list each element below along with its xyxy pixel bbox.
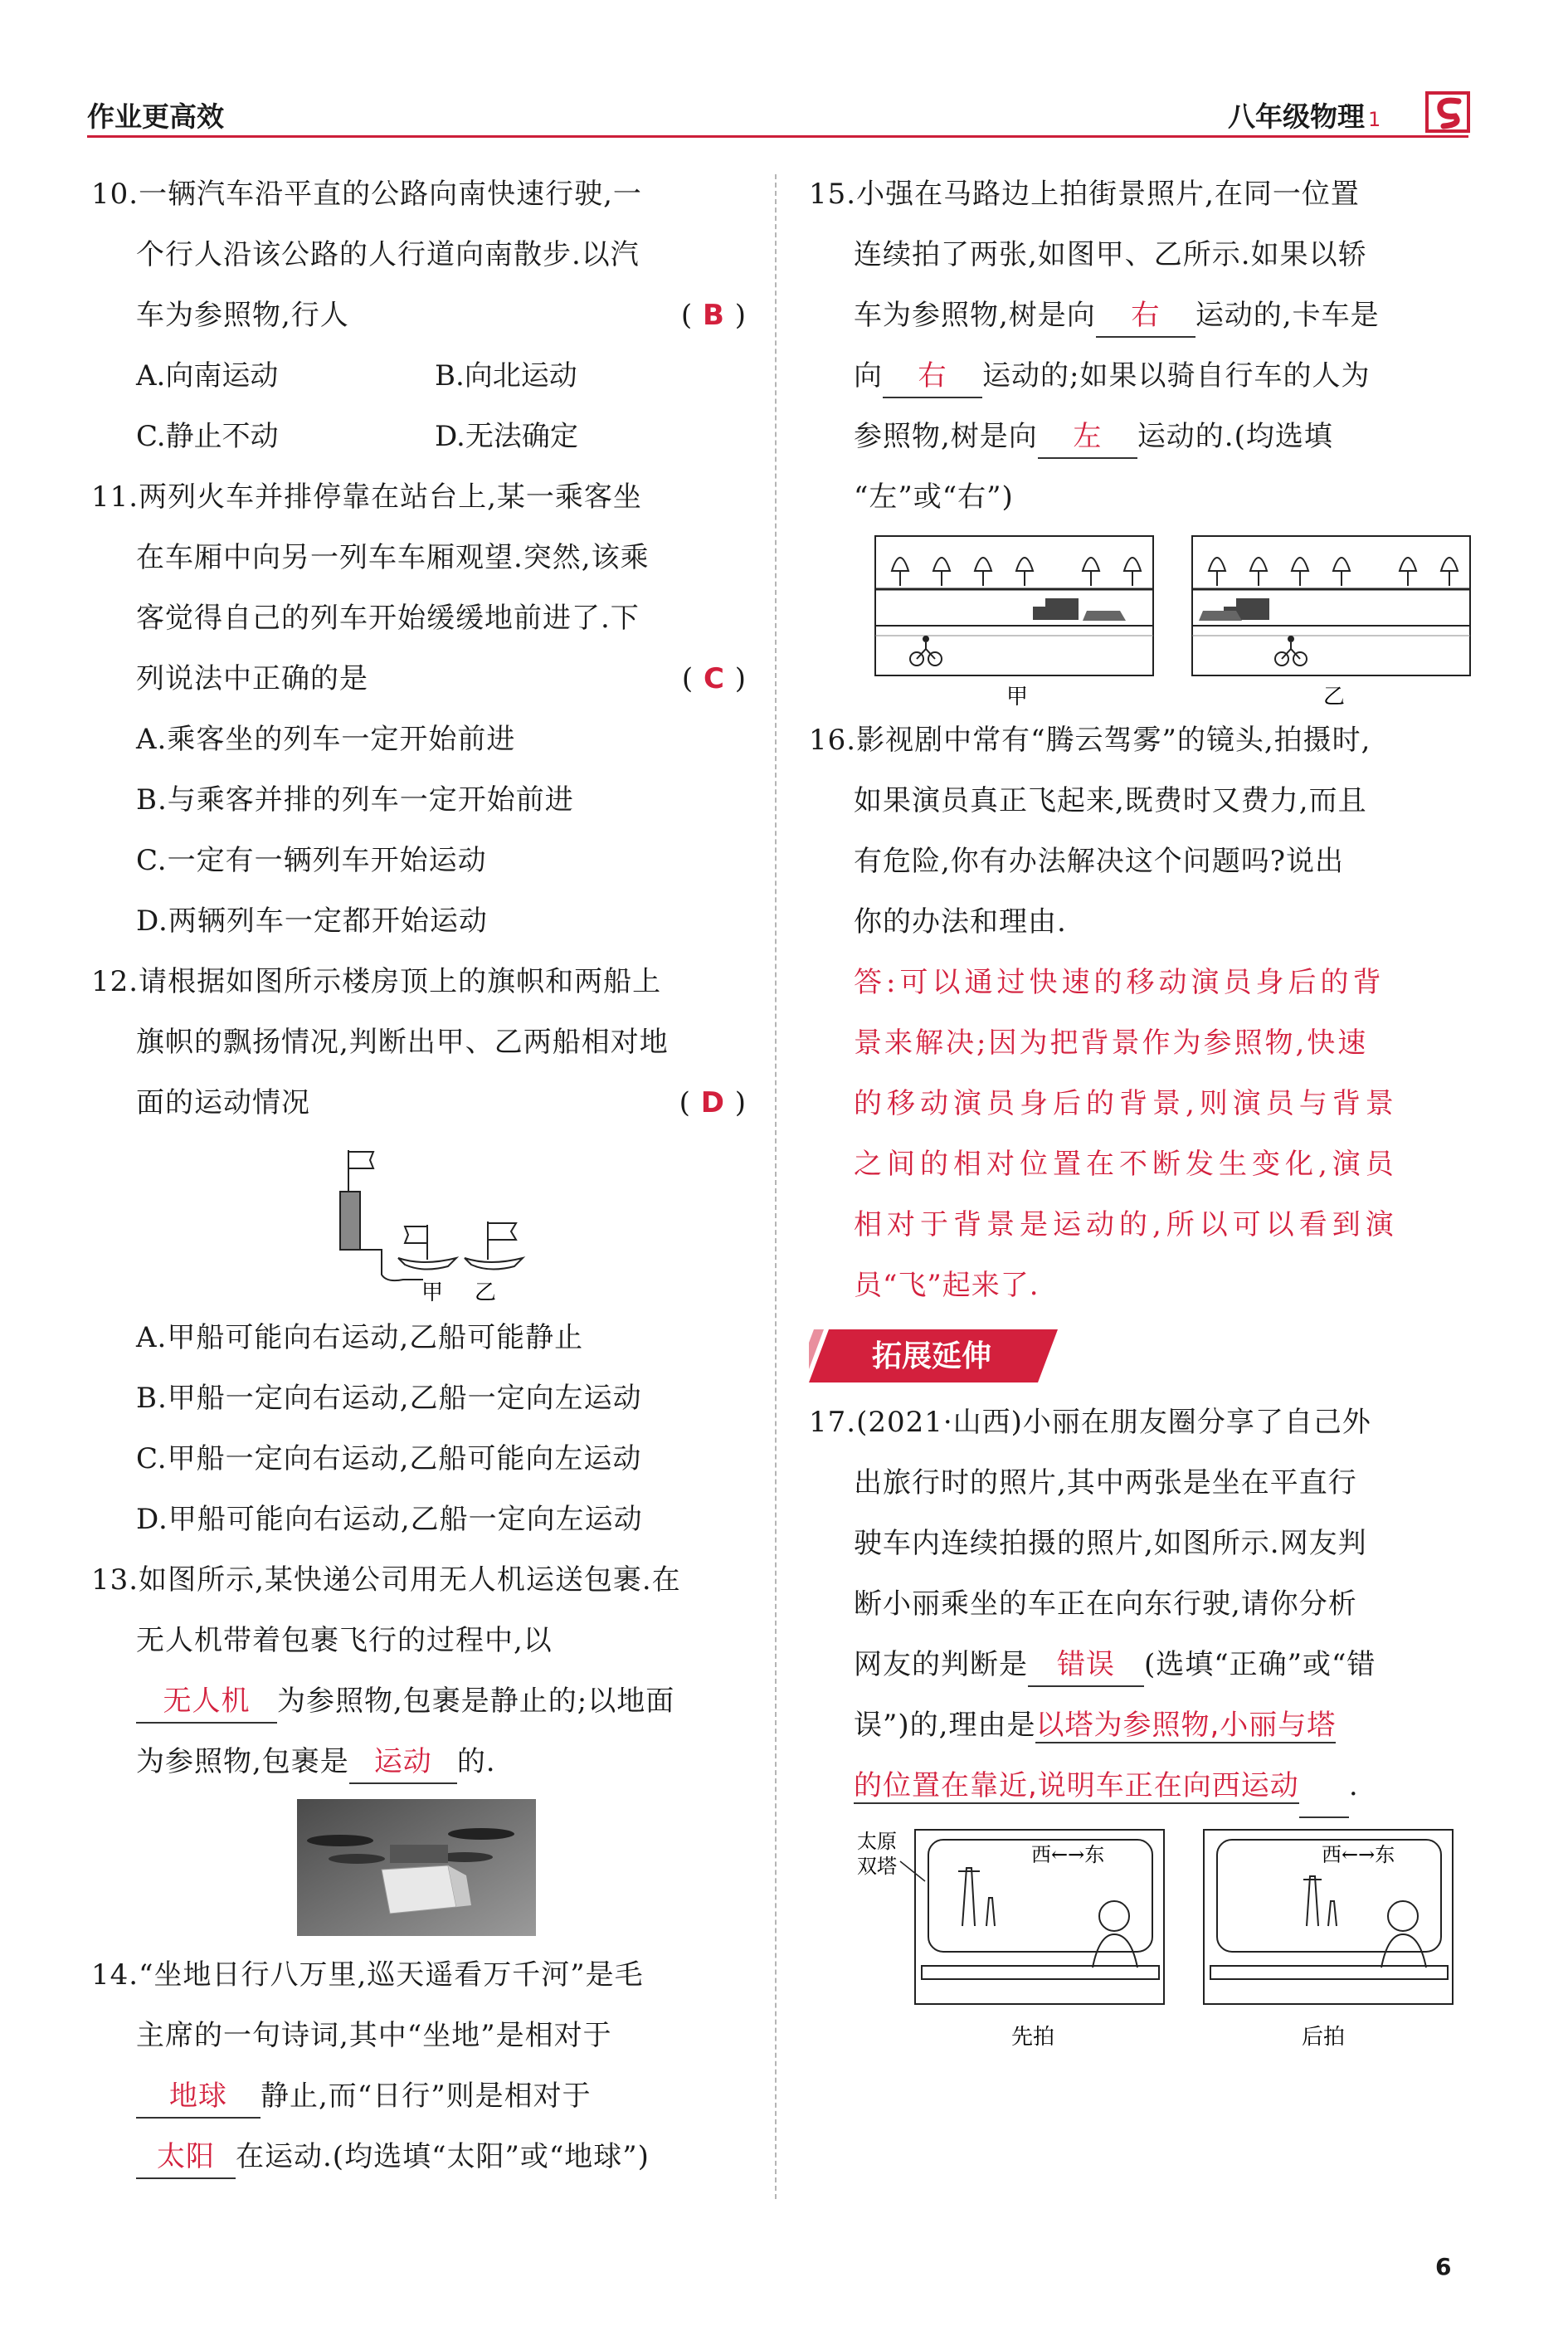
q16-line: 有危险,你有办法解决这个问题吗?说出: [854, 845, 1345, 878]
train-window-figure: [809, 1818, 1473, 2059]
q16-line: 16.影视剧中常有“腾云驾雾”的镜头,拍摄时,: [809, 724, 1371, 757]
q10-option-a: A.向南运动: [136, 359, 279, 393]
q15-line: “左”或“右”): [854, 480, 1014, 514]
tower-label-line1: 太原: [857, 1830, 897, 1853]
q11-option-b: B.与乘客并排的列车一定开始前进: [136, 783, 574, 817]
q16-answer-line: 员“飞”起来了.: [854, 1269, 1040, 1302]
section-banner-text: 拓展延伸: [871, 1339, 992, 1373]
q10-answer: ( B ): [680, 299, 747, 332]
street-photo-yi: [1192, 536, 1470, 675]
question-10: [91, 164, 747, 467]
q17-line: 驶车内连续拍摄的照片,如图所示.网友判: [854, 1527, 1367, 1560]
question-13: [91, 1550, 747, 1940]
q12-line: 面的运动情况 ( D ): [91, 1073, 747, 1134]
q11-line: 列说法中正确的是 ( C ): [91, 649, 747, 710]
question-11: [91, 467, 747, 952]
street-photos-figure: [809, 528, 1473, 710]
q10-option-b: B.向北运动: [435, 359, 577, 393]
q10-line: 车为参照物,行人 ( B ): [91, 285, 747, 346]
q10-options-row: [91, 346, 747, 407]
q15-line: 连续拍了两张,如图甲、乙所示.如果以轿: [854, 238, 1367, 271]
q10-options-row: [91, 407, 747, 467]
q11-line: 客觉得自己的列车开始缓缓地前进了.下: [136, 602, 640, 635]
direction-label-after: 西←→东: [1322, 1843, 1395, 1866]
question-14: [91, 1945, 747, 2187]
q15-line: 15.小强在马路边上拍街景照片,在同一位置: [809, 178, 1360, 211]
q16-answer-line: 之间的相对位置在不断发生变化,演员: [854, 1148, 1399, 1181]
q17-reason-b: 的位置在靠近,说明车正在向西运动: [854, 1769, 1299, 1802]
q11-option-c: C.一定有一辆列车开始运动: [136, 844, 487, 877]
q13-line: 为参照物,包裹是 运动 的.: [91, 1732, 747, 1792]
q16-line: 你的办法和理由.: [854, 905, 1067, 939]
q14-line: 地球 静止,而“日行”则是相对于: [91, 2066, 747, 2127]
q17-blank-1: 错误: [1028, 1644, 1144, 1687]
left-column: [91, 164, 747, 2187]
q12-option-d: D.甲船可能向右运动,乙船一定向左运动: [136, 1503, 643, 1536]
q17-line: 出旅行时的照片,其中两张是坐在平直行: [854, 1466, 1357, 1499]
q16-answer-line: 景来解决;因为把背景作为参照物,快速: [854, 1026, 1369, 1060]
q15-line: 车为参照物,树是向 右 运动的,卡车是: [809, 285, 1473, 346]
question-12: [91, 952, 747, 1550]
q17-line: 的位置在靠近,说明车正在向西运动 .: [809, 1756, 1473, 1818]
header-left-title: 作业更高效: [87, 100, 224, 133]
question-17: [809, 1392, 1473, 2059]
q10-option-d: D.无法确定: [435, 420, 578, 453]
q13-line: 无人机带着包裹飞行的过程中,以: [136, 1624, 553, 1657]
column-divider: [775, 174, 777, 2199]
photo-before: [915, 1830, 1164, 2004]
q12-option-a: A.甲船可能向右运动,乙船可能静止: [136, 1321, 584, 1354]
q16-answer-line: 相对于背景是运动的,所以可以看到演: [854, 1208, 1399, 1241]
header-volume: 1: [1368, 108, 1381, 131]
q11-option-d: D.两辆列车一定都开始运动: [136, 905, 488, 938]
street-caption-jia: 甲: [1006, 685, 1029, 710]
caption-after: 后拍: [1302, 2025, 1346, 2050]
question-16: [809, 710, 1473, 1316]
q14-line: 太阳 在运动.(均选填“太阳”或“地球”): [91, 2127, 747, 2187]
q15-blank-1: 右: [1096, 295, 1195, 338]
street-photo-jia: [875, 536, 1153, 675]
q16-answer-line: 答:可以通过快速的移动演员身后的背: [854, 966, 1385, 999]
fig-label-yi: 乙: [475, 1280, 497, 1305]
q12-answer: ( D ): [679, 1086, 747, 1119]
q16-line: 如果演员真正飞起来,既费时又费力,而且: [854, 784, 1367, 817]
flags-boats-figure: [91, 1134, 747, 1308]
q15-line: 向 右 运动的;如果以骑自行车的人为: [809, 346, 1473, 407]
street-caption-yi: 乙: [1323, 685, 1346, 710]
q15-blank-2: 右: [883, 355, 982, 398]
drone-photo: [91, 1799, 747, 1940]
q14-blank-2: 太阳: [136, 2136, 236, 2179]
page-number: 6: [1435, 2253, 1452, 2280]
caption-before: 先拍: [1011, 2025, 1055, 2050]
fig-label-jia: 甲: [421, 1280, 444, 1305]
q11-answer: ( C ): [681, 662, 747, 695]
q13-line: 13.如图所示,某快递公司用无人机运送包裹.在: [91, 1563, 681, 1597]
q13-blank-1: 无人机: [136, 1680, 277, 1724]
header-rule: [87, 135, 1468, 138]
photo-after: [1204, 1830, 1453, 2004]
q17-line: 误”)的,理由是以塔为参照物,小丽与塔: [854, 1709, 1337, 1742]
header-subject: 八年级物理: [1228, 100, 1365, 133]
q17-line: 断小丽乘坐的车正在向东行驶,请你分析: [854, 1587, 1357, 1621]
q13-line: 无人机 为参照物,包裹是静止的;以地面: [91, 1671, 747, 1732]
q12-line: 12.请根据如图所示楼房顶上的旗帜和两船上: [91, 965, 662, 998]
q10-line: 个行人沿该公路的人行道向南散步.以汽: [136, 238, 640, 271]
q11-option-a: A.乘客坐的列车一定开始前进: [136, 723, 516, 756]
q11-line: 在车厢中向另一列车车厢观望.突然,该乘: [136, 541, 650, 574]
question-15: [809, 164, 1473, 710]
q12-option-c: C.甲船一定向右运动,乙船可能向左运动: [136, 1442, 642, 1475]
q15-line: 参照物,树是向 左 运动的.(均选填: [809, 407, 1473, 467]
q16-answer-line: 的移动演员身后的背景,则演员与背景: [854, 1087, 1399, 1120]
q14-blank-1: 地球: [136, 2075, 261, 2119]
header-right-title: [1228, 95, 1381, 134]
tower-label-line2: 双塔: [857, 1855, 897, 1878]
q17-reason-a: 以塔为参照物,小丽与塔: [1035, 1709, 1337, 1742]
q11-line: 11.两列火车并排停靠在站台上,某一乘客坐: [91, 480, 642, 514]
q14-line: 14.“坐地日行八万里,巡天遥看万千河”是毛: [91, 1958, 644, 1992]
q10-line: 10.一辆汽车沿平直的公路向南快速行驶,一: [91, 178, 642, 211]
right-column: [809, 164, 1473, 2059]
q10-option-c: C.静止不动: [136, 420, 279, 453]
q17-line: 17.(2021·山西)小丽在朋友圈分享了自己外: [809, 1406, 1371, 1439]
q12-option-b: B.甲船一定向右运动,乙船一定向左运动: [136, 1382, 642, 1415]
q15-blank-3: 左: [1038, 416, 1137, 459]
q17-line: 网友的判断是 错误 (选填“正确”或“错: [809, 1635, 1473, 1695]
section-banner-extension: [809, 1326, 1074, 1386]
direction-label-before: 西←→东: [1031, 1843, 1105, 1866]
q13-blank-2: 运动: [349, 1741, 457, 1784]
q12-line: 旗帜的飘扬情况,判断出甲、乙两船相对地: [136, 1026, 669, 1059]
publisher-logo-icon: [1425, 91, 1472, 134]
q14-line: 主席的一句诗词,其中“坐地”是相对于: [136, 2019, 612, 2052]
